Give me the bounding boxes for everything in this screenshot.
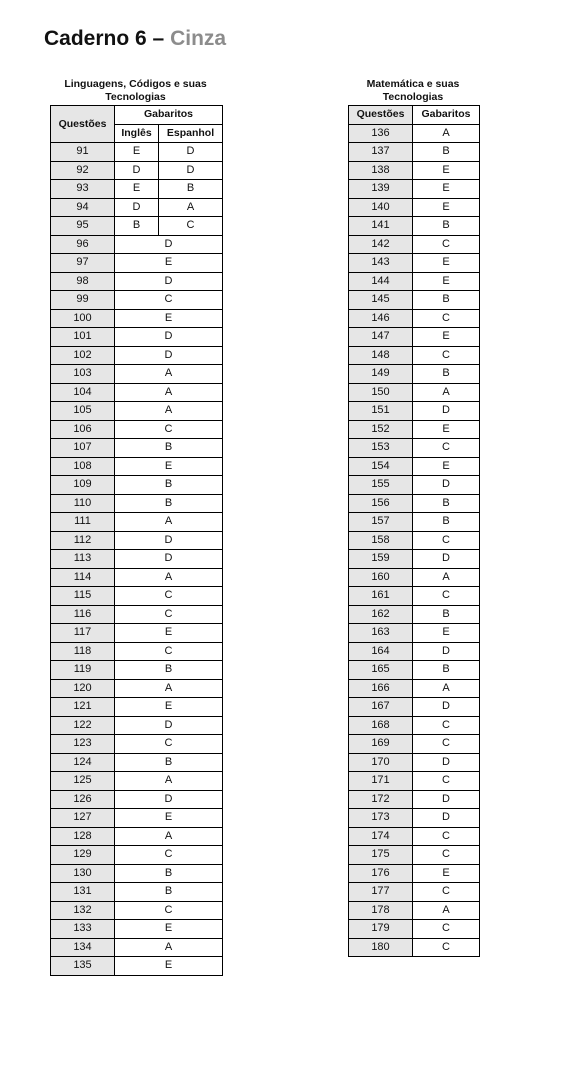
table-row [349, 735, 480, 754]
answer: A [115, 402, 223, 421]
answer: C [413, 772, 480, 791]
matematica-answer-table [348, 105, 480, 957]
answer: E [413, 254, 480, 273]
answer: C [115, 605, 223, 624]
answer: A [413, 901, 480, 920]
table-row [51, 864, 223, 883]
answer: B [115, 494, 223, 513]
table-row [51, 809, 223, 828]
question-number: 94 [51, 198, 115, 217]
question-number: 173 [349, 809, 413, 828]
table-row [349, 180, 480, 199]
table-row [51, 272, 223, 291]
table-row [51, 957, 223, 976]
answer: B [413, 365, 480, 384]
table-row [51, 550, 223, 569]
question-number: 156 [349, 494, 413, 513]
question-number: 129 [51, 846, 115, 865]
question-number: 126 [51, 790, 115, 809]
question-number: 159 [349, 550, 413, 569]
answer: B [115, 476, 223, 495]
answer-espanhol: C [159, 217, 223, 236]
question-number: 146 [349, 309, 413, 328]
answer-ingles: D [115, 161, 159, 180]
answer: E [413, 864, 480, 883]
answer: A [115, 679, 223, 698]
table-row [51, 605, 223, 624]
table-row [51, 698, 223, 717]
answer: B [413, 513, 480, 532]
table-row [349, 846, 480, 865]
answer: D [413, 476, 480, 495]
question-number: 133 [51, 920, 115, 939]
table-row [51, 624, 223, 643]
answer: B [115, 661, 223, 680]
table-row [51, 531, 223, 550]
answer: D [115, 550, 223, 569]
question-number: 110 [51, 494, 115, 513]
question-number: 104 [51, 383, 115, 402]
answer: A [115, 772, 223, 791]
question-number: 155 [349, 476, 413, 495]
table-row [51, 827, 223, 846]
table-row [349, 383, 480, 402]
question-number: 106 [51, 420, 115, 439]
linguagens-heading: Linguagens, Códigos e suas Tecnologias [64, 78, 207, 103]
question-number: 180 [349, 938, 413, 957]
table-row [349, 198, 480, 217]
answer: B [413, 494, 480, 513]
table-row [51, 180, 223, 199]
table-row [349, 753, 480, 772]
answer: C [413, 735, 480, 754]
question-number: 123 [51, 735, 115, 754]
answer-espanhol: D [159, 143, 223, 162]
table-row [51, 476, 223, 495]
question-number: 127 [51, 809, 115, 828]
answer-ingles: E [115, 180, 159, 199]
question-number: 105 [51, 402, 115, 421]
table-row [349, 679, 480, 698]
table-row [349, 328, 480, 347]
answer: C [413, 439, 480, 458]
table-row [51, 217, 223, 236]
question-number: 167 [349, 698, 413, 717]
question-number: 108 [51, 457, 115, 476]
col-header-espanhol: Espanhol [159, 124, 223, 143]
answer-espanhol: A [159, 198, 223, 217]
question-number: 171 [349, 772, 413, 791]
question-number: 132 [51, 901, 115, 920]
question-number: 114 [51, 568, 115, 587]
answer-espanhol: D [159, 161, 223, 180]
table-row [51, 365, 223, 384]
answer: D [413, 698, 480, 717]
table-row [51, 938, 223, 957]
answer: B [115, 883, 223, 902]
question-number: 113 [51, 550, 115, 569]
question-number: 148 [349, 346, 413, 365]
question-number: 119 [51, 661, 115, 680]
answer: A [115, 383, 223, 402]
table-row [349, 827, 480, 846]
answer: A [413, 383, 480, 402]
table-row [349, 698, 480, 717]
question-number: 92 [51, 161, 115, 180]
title-color-name: Cinza [170, 27, 227, 50]
table-row [51, 143, 223, 162]
question-number: 177 [349, 883, 413, 902]
table-row [51, 587, 223, 606]
question-number: 97 [51, 254, 115, 273]
table-row [349, 420, 480, 439]
question-number: 179 [349, 920, 413, 939]
table-row [51, 346, 223, 365]
table-row [51, 568, 223, 587]
question-number: 153 [349, 439, 413, 458]
table-row [51, 679, 223, 698]
answer: C [115, 291, 223, 310]
question-number: 98 [51, 272, 115, 291]
table-row [349, 901, 480, 920]
table-row [349, 864, 480, 883]
answer: D [413, 790, 480, 809]
answer: C [413, 846, 480, 865]
answer: E [115, 254, 223, 273]
answer: D [115, 716, 223, 735]
table-row [349, 568, 480, 587]
answer: D [115, 272, 223, 291]
question-number: 96 [51, 235, 115, 254]
table-row [349, 642, 480, 661]
table-row [51, 642, 223, 661]
answer: D [413, 402, 480, 421]
question-number: 163 [349, 624, 413, 643]
table-row [349, 402, 480, 421]
question-number: 138 [349, 161, 413, 180]
question-number: 130 [51, 864, 115, 883]
col-header-ingles: Inglês [115, 124, 159, 143]
answer: C [115, 901, 223, 920]
table-row [51, 457, 223, 476]
table-row [51, 920, 223, 939]
table-row [51, 161, 223, 180]
answer: B [413, 217, 480, 236]
answer: D [413, 550, 480, 569]
answer: A [413, 679, 480, 698]
table-row [349, 309, 480, 328]
question-number: 109 [51, 476, 115, 495]
question-number: 143 [349, 254, 413, 273]
question-number: 144 [349, 272, 413, 291]
question-number: 161 [349, 587, 413, 606]
answer: C [413, 716, 480, 735]
question-number: 158 [349, 531, 413, 550]
table-row [349, 661, 480, 680]
table-row [51, 735, 223, 754]
answer: D [413, 642, 480, 661]
answer: C [413, 883, 480, 902]
table-row [51, 513, 223, 532]
answer: B [413, 605, 480, 624]
question-number: 147 [349, 328, 413, 347]
question-number: 172 [349, 790, 413, 809]
table-row [349, 457, 480, 476]
question-number: 145 [349, 291, 413, 310]
table-row [349, 272, 480, 291]
answer: C [413, 827, 480, 846]
answer: C [413, 309, 480, 328]
question-number: 150 [349, 383, 413, 402]
question-number: 170 [349, 753, 413, 772]
answer: E [115, 809, 223, 828]
answer: B [413, 291, 480, 310]
question-number: 151 [349, 402, 413, 421]
table-row [349, 624, 480, 643]
answer: B [413, 143, 480, 162]
answer-ingles: D [115, 198, 159, 217]
question-number: 152 [349, 420, 413, 439]
col-header-questoes: Questões [349, 106, 413, 125]
table-row [51, 661, 223, 680]
answer: C [413, 235, 480, 254]
answer: A [413, 568, 480, 587]
col-header-questoes: Questões [51, 106, 115, 143]
table-row [51, 328, 223, 347]
page-title [44, 27, 226, 51]
answer: C [413, 938, 480, 957]
question-number: 128 [51, 827, 115, 846]
table-row [51, 291, 223, 310]
table-row [349, 124, 480, 143]
question-number: 101 [51, 328, 115, 347]
table-row [51, 420, 223, 439]
question-number: 136 [349, 124, 413, 143]
table-row [349, 938, 480, 957]
answer: D [115, 531, 223, 550]
table-row [51, 254, 223, 273]
table-row [349, 365, 480, 384]
answer: E [413, 272, 480, 291]
answer: E [115, 624, 223, 643]
title-main: Caderno 6 [44, 27, 147, 50]
table-row [349, 790, 480, 809]
answer-espanhol: B [159, 180, 223, 199]
question-number: 141 [349, 217, 413, 236]
answer-ingles: E [115, 143, 159, 162]
table-row [349, 772, 480, 791]
answer: C [413, 346, 480, 365]
answer: D [413, 809, 480, 828]
table-row [349, 605, 480, 624]
question-number: 176 [349, 864, 413, 883]
answer: D [413, 753, 480, 772]
answer: C [115, 735, 223, 754]
table-row [51, 383, 223, 402]
answer: D [115, 235, 223, 254]
table-row [349, 291, 480, 310]
answer: B [115, 753, 223, 772]
question-number: 165 [349, 661, 413, 680]
answer: C [115, 642, 223, 661]
answer: E [413, 198, 480, 217]
answer: C [115, 420, 223, 439]
answer: E [413, 328, 480, 347]
question-number: 131 [51, 883, 115, 902]
question-number: 162 [349, 605, 413, 624]
table-row [349, 587, 480, 606]
question-number: 100 [51, 309, 115, 328]
answer: E [413, 624, 480, 643]
answer: A [115, 365, 223, 384]
answer: E [115, 957, 223, 976]
table-row [349, 235, 480, 254]
table-row [349, 531, 480, 550]
answer: B [115, 864, 223, 883]
table-row [51, 901, 223, 920]
question-number: 178 [349, 901, 413, 920]
question-number: 91 [51, 143, 115, 162]
answer: D [115, 790, 223, 809]
table-row [349, 920, 480, 939]
question-number: 174 [349, 827, 413, 846]
table-row [349, 217, 480, 236]
answer: D [115, 328, 223, 347]
question-number: 112 [51, 531, 115, 550]
question-number: 122 [51, 716, 115, 735]
table-row [51, 753, 223, 772]
answer: A [115, 513, 223, 532]
question-number: 134 [51, 938, 115, 957]
question-number: 93 [51, 180, 115, 199]
answer: C [413, 531, 480, 550]
table-row [349, 883, 480, 902]
question-number: 125 [51, 772, 115, 791]
question-number: 107 [51, 439, 115, 458]
question-number: 121 [51, 698, 115, 717]
table-row [349, 513, 480, 532]
answer: A [115, 568, 223, 587]
question-number: 137 [349, 143, 413, 162]
table-row [349, 254, 480, 273]
question-number: 168 [349, 716, 413, 735]
question-number: 149 [349, 365, 413, 384]
answer: A [115, 938, 223, 957]
question-number: 154 [349, 457, 413, 476]
question-number: 139 [349, 180, 413, 199]
col-header-gabaritos: Gabaritos [413, 106, 480, 125]
answer: A [413, 124, 480, 143]
question-number: 135 [51, 957, 115, 976]
answer: B [413, 661, 480, 680]
table-row [51, 198, 223, 217]
table-row [51, 790, 223, 809]
question-number: 157 [349, 513, 413, 532]
answer: D [115, 346, 223, 365]
answer: E [115, 920, 223, 939]
question-number: 164 [349, 642, 413, 661]
question-number: 95 [51, 217, 115, 236]
question-number: 140 [349, 198, 413, 217]
answer: E [413, 457, 480, 476]
title-separator: – [152, 27, 165, 50]
question-number: 169 [349, 735, 413, 754]
answer-ingles: B [115, 217, 159, 236]
answer: E [413, 161, 480, 180]
question-number: 117 [51, 624, 115, 643]
answer: E [413, 420, 480, 439]
table-row [51, 846, 223, 865]
answer: E [413, 180, 480, 199]
answer: E [115, 698, 223, 717]
question-number: 115 [51, 587, 115, 606]
question-number: 175 [349, 846, 413, 865]
question-number: 124 [51, 753, 115, 772]
question-number: 142 [349, 235, 413, 254]
col-header-gabaritos: Gabaritos [115, 106, 223, 125]
table-row [51, 309, 223, 328]
question-number: 116 [51, 605, 115, 624]
table-row [349, 476, 480, 495]
answer: C [413, 920, 480, 939]
answer: E [115, 457, 223, 476]
question-number: 111 [51, 513, 115, 532]
table-row [51, 235, 223, 254]
table-row [51, 439, 223, 458]
question-number: 103 [51, 365, 115, 384]
table-row [51, 402, 223, 421]
table-row [51, 772, 223, 791]
answer: C [413, 587, 480, 606]
table-row [349, 143, 480, 162]
answer: A [115, 827, 223, 846]
table-row [349, 716, 480, 735]
question-number: 160 [349, 568, 413, 587]
table-row [51, 494, 223, 513]
linguagens-answer-table [50, 105, 223, 976]
answer: B [115, 439, 223, 458]
table-row [349, 494, 480, 513]
table-row [349, 161, 480, 180]
question-number: 99 [51, 291, 115, 310]
table-row [51, 883, 223, 902]
question-number: 118 [51, 642, 115, 661]
question-number: 120 [51, 679, 115, 698]
answer: C [115, 587, 223, 606]
answer: E [115, 309, 223, 328]
table-row [349, 809, 480, 828]
question-number: 102 [51, 346, 115, 365]
matematica-heading: Matemática e suas Tecnologias [366, 78, 460, 103]
table-row [349, 550, 480, 569]
question-number: 166 [349, 679, 413, 698]
table-row [349, 346, 480, 365]
table-row [51, 716, 223, 735]
table-row [349, 439, 480, 458]
answer: C [115, 846, 223, 865]
